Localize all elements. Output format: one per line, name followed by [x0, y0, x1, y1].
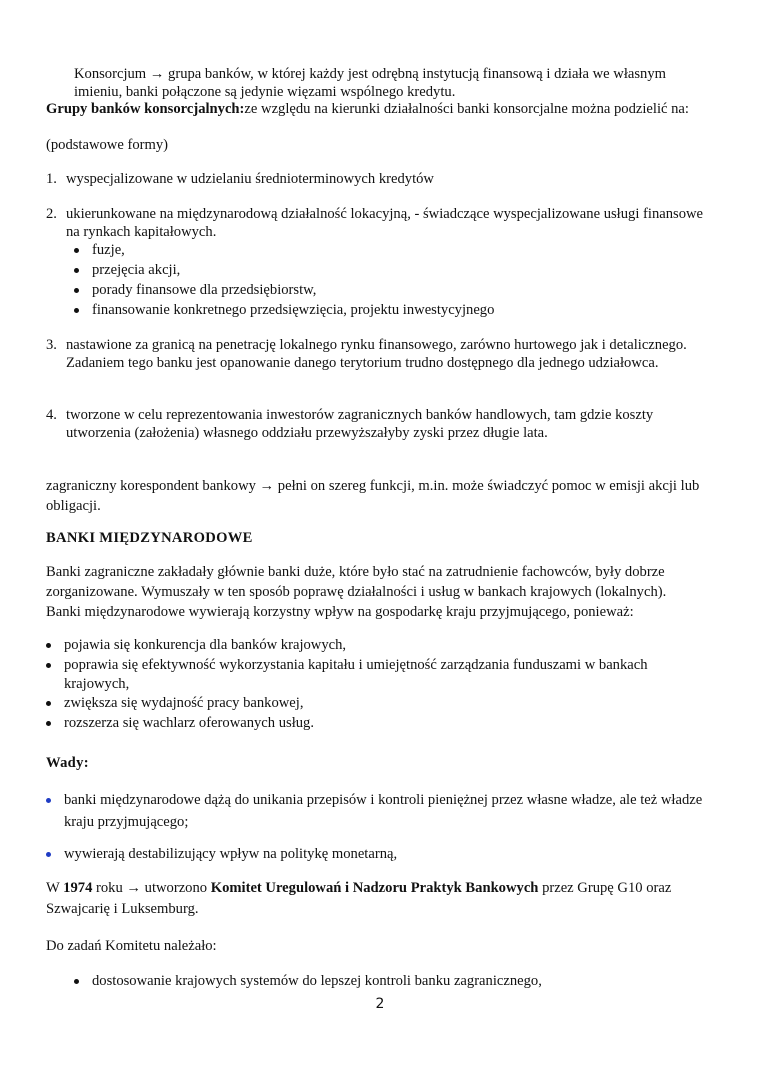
intro-line-2: imieniu, banki połączone są jedynie więzami wspólnego kredytu.: [74, 83, 456, 100]
bullet-text: pojawia się konkurencja dla banków krajowych,: [64, 637, 347, 653]
bullet-text: fuzje,: [92, 242, 125, 258]
group-item-number: 4.: [46, 407, 57, 423]
groups-title: [46, 101, 714, 119]
committee-mid: roku → utworzono: [92, 880, 211, 896]
bullet-text: przejęcia akcji,: [92, 262, 181, 278]
bullet-text: wywierają destabilizujący wpływ na politykę monetarną,: [64, 846, 398, 862]
bullet-icon: [74, 268, 79, 273]
correspondent-paragraph: zagraniczny korespondent bankowy → pełni on szereg funkcji, m.in. może świadczyć pomoc w emisji akcji lub obligacji.: [46, 478, 700, 514]
groups-title-rest: ze względu na kierunki działalności banki konsorcjalne można podzielić na:: [244, 101, 689, 117]
bullet-icon: [46, 643, 51, 648]
bullet-text: finansowanie konkretnego przedsięwzięcia, projektu inwestycyjnego: [92, 302, 495, 318]
intl-paragraph-2: Banki międzynarodowe wywierają korzystny wpływ na gospodarkę kraju przyjmującego, ponieważ:: [46, 604, 634, 620]
group-item-text: nastawione za granicą na penetrację lokalnego rynku finansowego, zarówno hurtowego jak i detalicznego. Zadaniem tego banku jest opanowanie danego terytorium trudno dostępnego dla jednego udziałowca.: [66, 337, 687, 371]
intro-paragraph: [74, 66, 714, 101]
drawbacks-heading: Wady:: [46, 755, 89, 771]
bullet-text: dostosowanie krajowych systemów do lepszej kontroli banku zagranicznego,: [92, 973, 542, 989]
bullet-icon: [74, 248, 79, 253]
intl-paragraph-1: Banki zagraniczne zakładały głównie banki duże, które było stać na zatrudnienie fachowców, były dobrze zorganizowane. Wymuszały w ten sposób poprawę działalności i usług w bankach krajowych (lokalnych).: [46, 564, 667, 600]
bullet-text: porady finansowe dla przedsiębiorstw,: [92, 282, 317, 298]
page-number: 2: [375, 996, 385, 1012]
group-item-text: ukierunkowane na międzynarodową działalność lokacyjną, - świadczące wyspecjalizowane usługi finansowe na rynkach kapitałowych.: [66, 206, 704, 240]
bullet-icon: [46, 852, 51, 857]
committee-paragraph: [46, 878, 714, 920]
groups-subtitle: (podstawowe formy): [46, 137, 168, 153]
group-item-number: 3.: [46, 337, 57, 353]
groups-title-bold: Grupy banków konsorcjalnych:: [46, 101, 245, 117]
bullet-icon: [46, 701, 51, 706]
bullet-icon: [74, 979, 79, 984]
bullet-text: rozszerza się wachlarz oferowanych usług.: [64, 715, 314, 731]
bullet-icon: [46, 721, 51, 726]
bullet-text: banki międzynarodowe dążą do unikania przepisów i kontroli pieniężnej przez własne władze, ale też władze kraju przyjmującego;: [64, 792, 703, 830]
bullet-text: poprawia się efektywność wykorzystania kapitału i umiejętność zarządzania funduszami w bankach krajowych,: [64, 657, 648, 692]
committee-tasks-intro: Do zadań Komitetu należało:: [46, 938, 217, 954]
bullet-icon: [74, 308, 79, 313]
bullet-icon: [46, 798, 51, 803]
bullet-icon: [74, 288, 79, 293]
group-item-number: 1.: [46, 171, 57, 187]
committee-name: Komitet Uregulowań i Nadzoru Praktyk Bankowych: [210, 880, 539, 896]
group-item-text: wyspecjalizowane w udzielaniu średnioterminowych kredytów: [66, 171, 434, 187]
committee-suffix: przez Grupę G10 oraz Szwajcarię i Luksemburg.: [46, 880, 672, 917]
bullet-text: zwiększa się wydajność pracy bankowej,: [64, 695, 304, 711]
committee-prefix: W: [46, 880, 64, 896]
committee-year: 1974: [63, 880, 93, 896]
intl-banks-heading: BANKI MIĘDZYNARODOWE: [46, 530, 253, 546]
intro-line-1: Konsorcjum → grupa banków, w której każdy jest odrębną instytucją finansową i działa we własnym: [74, 66, 666, 82]
bullet-icon: [46, 663, 51, 668]
group-item-text: tworzone w celu reprezentowania inwestorów zagranicznych banków handlowych, tam gdzie koszty utworzenia (założenia) własnego oddziału przewyższałyby zyski przez długie lata.: [66, 407, 654, 441]
group-item-number: 2.: [46, 206, 57, 222]
